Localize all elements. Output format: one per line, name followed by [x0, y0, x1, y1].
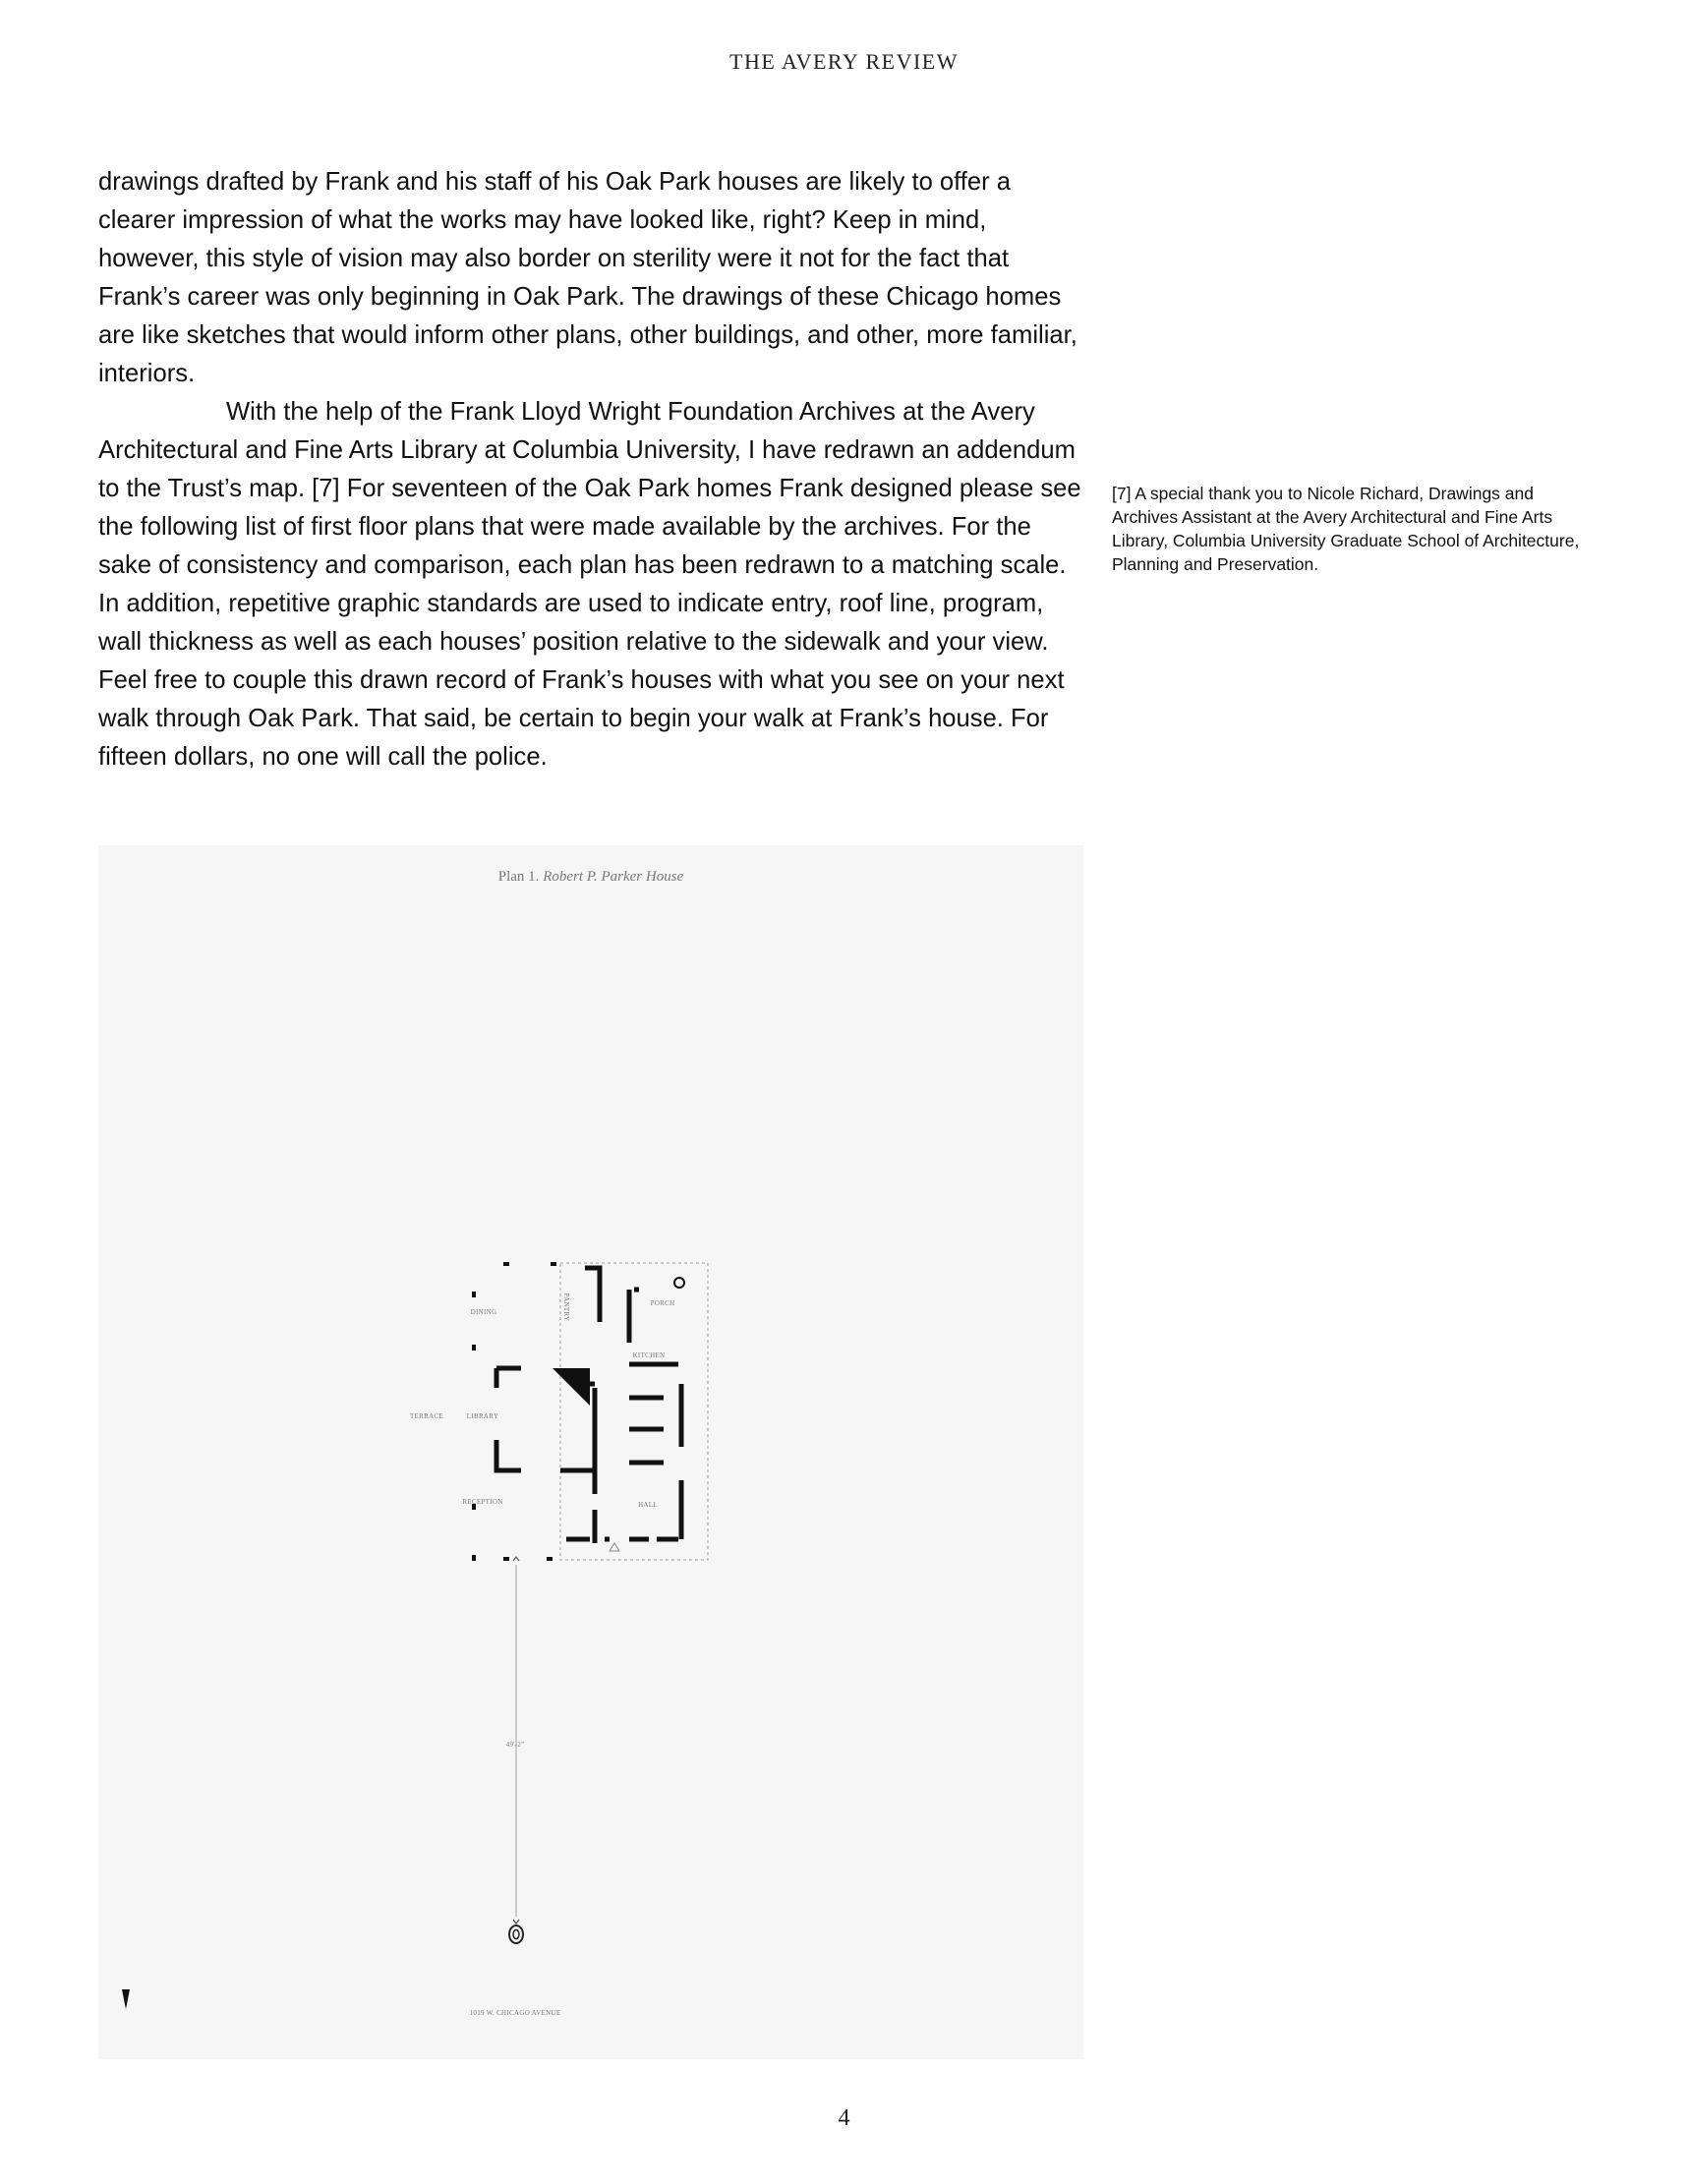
room-label-reception: RECEPTION — [462, 1498, 503, 1506]
room-label-dining: DINING — [470, 1308, 497, 1316]
room-label-pantry: PANTRY — [562, 1293, 570, 1322]
running-header: THE AVERY REVIEW — [729, 49, 959, 74]
footnote-7: [7] A special thank you to Nicole Richard, Drawings and Archives Assistant at the Avery Architectural and Fine Arts Library, Columbia University Graduate School of Architecture, Planning and Preservation. — [1112, 484, 1580, 574]
north-arrow-icon — [122, 1989, 130, 2009]
body-paragraph: With the help of the Frank Lloyd Wright Foundation Archives at the Avery Architectural and Fine Arts Library at Columbia University, I have redrawn an addendum to the Trust’s map. [7] For seventeen of the Oak Park homes Frank designed please see the following list of first floor plans that were made available by the archives. For the sake of consistency and comparison, each plan has been redrawn to a matching scale. In addition, repetitive graphic standards are used to indicate entry, roof line, program, wall thickness as well as each houses’ position relative to the sidewalk and your view. Feel free to couple this drawn record of Frank’s houses with what you see on your next walk through Oak Park. That said, be certain to begin your walk at Frank’s house. For fifteen dollars, no one will call the police. — [98, 398, 1081, 771]
figure-number: Plan 1. — [497, 869, 540, 885]
chimney — [553, 1368, 590, 1406]
body-paragraph: drawings drafted by Frank and his staff of his Oak Park houses are likely to offer a clearer impression of what the works may have looked like, right? Keep in mind, however, this style of vision may also border on sterility were it not for the fact that Frank’s career was only beginning in Oak Park. The drawings of these Chicago homes are like sketches that would inform other plans, other buildings, and other, more familiar, interiors. — [98, 168, 1077, 387]
floor-plan-figure — [98, 845, 1083, 2059]
entry-triangle — [610, 1543, 619, 1551]
floor-plan-drawing — [98, 845, 1083, 2059]
bay-wall-dots — [472, 1262, 556, 1561]
room-label-library: LIBRARY — [466, 1412, 499, 1420]
entry-caret — [513, 1557, 519, 1561]
viewer-marker-icon — [509, 1920, 523, 1943]
room-label-hall: HALL — [638, 1501, 658, 1509]
room-label-porch: PORCH — [650, 1299, 675, 1307]
dimension-label: 49'-2" — [505, 1741, 525, 1749]
article-body — [98, 163, 1086, 776]
porch-outline — [560, 1263, 708, 1560]
room-label-terrace: TERRACE — [410, 1412, 443, 1420]
porch-column — [674, 1278, 684, 1288]
page-number: 4 — [838, 2105, 850, 2131]
room-label-kitchen: KITCHEN — [632, 1351, 666, 1359]
street-label: 1019 W. CHICAGO AVENUE — [469, 2009, 561, 2017]
figure-title: Robert P. Parker House — [543, 869, 684, 885]
